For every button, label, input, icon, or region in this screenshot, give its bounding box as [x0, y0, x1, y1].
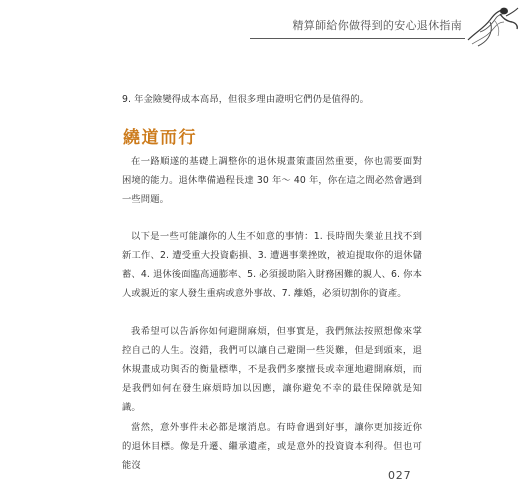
page-number: 027 [388, 469, 412, 482]
list-item-number: 9. [122, 94, 132, 105]
flying-figure-ornament-icon [462, 2, 520, 48]
section-heading: 繞道而行 [123, 128, 197, 148]
list-item [122, 90, 422, 109]
body-paragraph: 在一路順遂的基礎上調整你的退休規畫策畫固然重要，你也需要面對困境的能力。退休準備過程長達 30 年～ 40 年，你在這之間必然會遇到一些問題。 [122, 156, 422, 205]
body-paragraph: 我希望可以告訴你如何避開麻煩，但事實是，我們無法按照想像來掌控自己的人生。沒錯，我們可以讓自己避開一些災難，但是到頭來，退休規畫成功與否的衡量標準，不是我們多麼擅長或幸運地避開麻煩，而是我們如何在發生麻煩時加以因應，讓你避免不幸的最佳保障就是知識。 [122, 326, 422, 413]
header-rule [250, 38, 465, 39]
body-paragraph: 以下是一些可能讓你的人生不如意的事情：1. 長時間失業並且找不到新工作、2. 遭受重大投資虧損、3. 遭遇事業挫敗，被迫提取你的退休儲蓄、4. 退休後面臨高通膨率、5. 必須援助陷入財務困難的親人、6. 你本人或親近的家人發生重病或意外事故、7. 離婚，必須切割你的資產。 [122, 231, 422, 299]
list-item-text: 年金險變得成本高昂，但很多理由證明它們仍是值得的。 [134, 94, 370, 105]
body-paragraph: 當然，意外事件未必都是壞消息。有時會遇到好事，讓你更加接近你的退休目標。像是升遷、繼承遺產，或是意外的投資資本利得。但也可能沒 [122, 422, 422, 471]
running-head-title: 精算師給你做得到的安心退休指南 [292, 19, 462, 32]
